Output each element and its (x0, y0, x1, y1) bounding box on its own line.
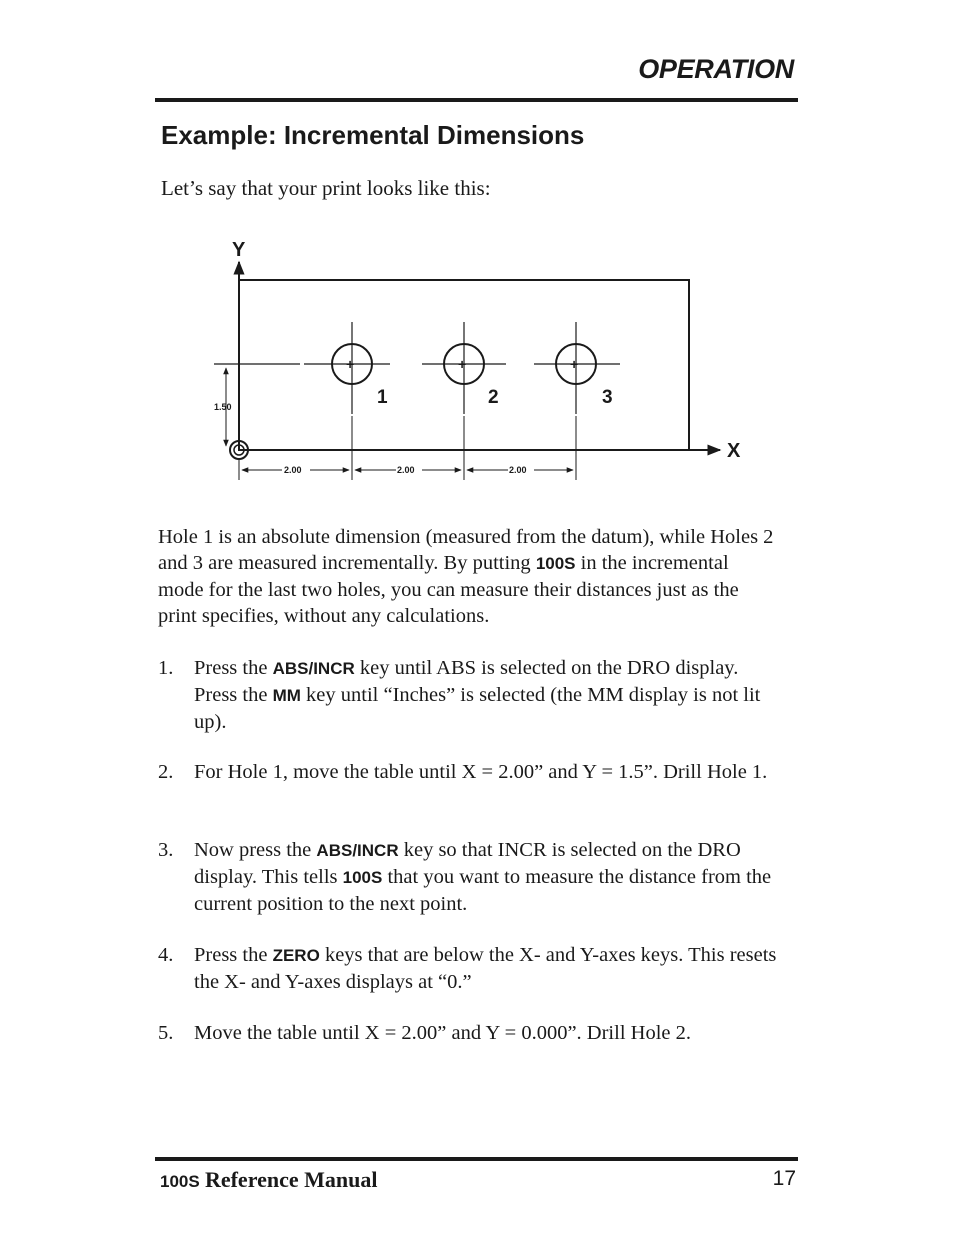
step-text: key until ABS is selected on the DRO display. Press the (194, 657, 739, 706)
paragraph-text-2: in the incremental mode for the last two holes, you can measure their distances just as the print specifies, without any calculations. (158, 552, 739, 627)
keyword-100s: 100S (342, 868, 383, 887)
y-axis-label: Y (232, 239, 246, 261)
keyword-100s: 100S (535, 554, 576, 573)
explanation-paragraph (158, 524, 778, 629)
keyword-abs-incr: ABS/INCR (316, 841, 399, 860)
keyword-mm: MM (272, 686, 301, 705)
step-text: keys that are below the X- and Y-axes keys. This resets the X- and Y-axes displays at “0.” (194, 944, 777, 993)
step-5 (158, 1020, 783, 1046)
step-3 (158, 837, 783, 917)
footer-model: 100S (160, 1172, 200, 1191)
step-text: Move the table until X = 2.00” and Y = 0.000”. Drill Hole 2. (194, 1022, 691, 1044)
keyword-abs-incr: ABS/INCR (272, 659, 355, 678)
horizontal-dimension-3-label: 2.00 (509, 465, 527, 475)
hole-2-label: 2 (488, 387, 499, 408)
step-text: key so that INCR is selected on the DRO display. This tells (194, 839, 741, 888)
step-4 (158, 942, 783, 995)
hole-3-label: 3 (602, 387, 613, 408)
page-number: 17 (772, 1167, 796, 1190)
step-text: Press the (194, 657, 273, 679)
step-number: 2. (158, 761, 174, 783)
x-axis-label: X (727, 440, 741, 462)
section-header: OPERATION (638, 54, 794, 84)
paragraph-text-1: Hole 1 is an absolute dimension (measured from the datum), while Holes 2 and 3 are measured incrementally. By putting (158, 526, 774, 574)
horizontal-dimension-2-label: 2.00 (397, 465, 415, 475)
footer-title-text: Reference Manual (204, 1167, 378, 1192)
svg-text:+: + (570, 356, 579, 372)
step-2 (158, 759, 783, 785)
horizontal-dimension-1-label: 2.00 (284, 465, 302, 475)
step-text: Press the (194, 944, 273, 966)
step-text: that you want to measure the distance from the current position to the next point. (194, 866, 772, 915)
step-text: For Hole 1, move the table until X = 2.00” and Y = 1.5”. Drill Hole 1. (194, 761, 768, 783)
step-number: 1. (158, 657, 174, 679)
step-number: 3. (158, 839, 174, 861)
svg-text:+: + (458, 356, 467, 372)
step-number: 4. (158, 944, 174, 966)
top-rule (155, 98, 798, 102)
step-text: Now press the (194, 839, 317, 861)
footer-manual-title (160, 1167, 377, 1193)
incremental-dimensions-diagram (200, 232, 760, 492)
step-text: key until “Inches” is selected (the MM display is not lit up). (194, 684, 761, 733)
hole-1-label: 1 (377, 387, 388, 408)
step-1 (158, 655, 783, 735)
step-number: 5. (158, 1022, 174, 1044)
keyword-zero: ZERO (272, 946, 320, 965)
page-title: Example: Incremental Dimensions (161, 120, 585, 150)
svg-text:+: + (346, 356, 355, 372)
bottom-rule (155, 1157, 798, 1161)
intro-text: Let’s say that your print looks like this: (161, 176, 491, 200)
vertical-dimension-label: 1.50 (214, 402, 232, 412)
